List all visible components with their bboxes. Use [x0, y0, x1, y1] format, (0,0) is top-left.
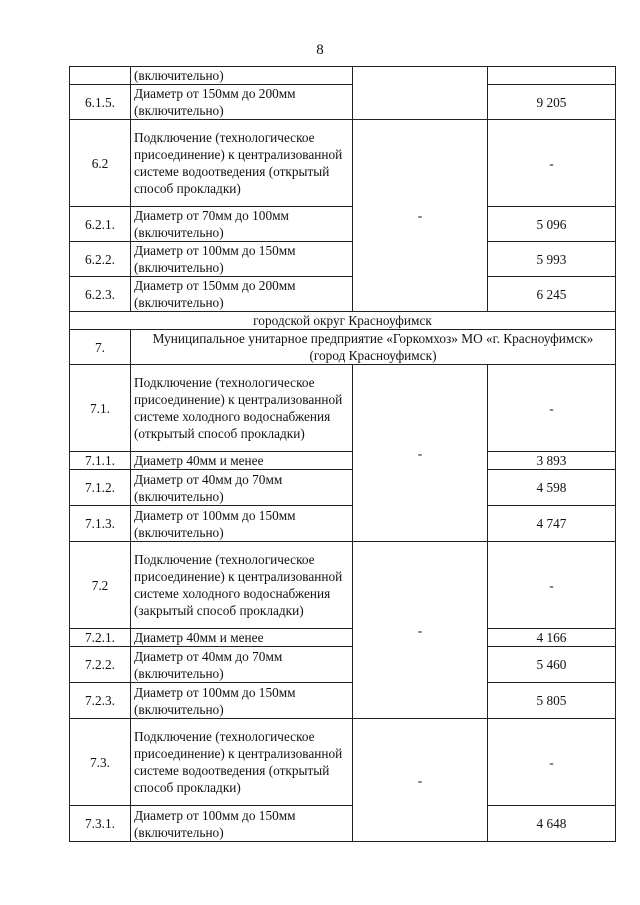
- table-row: [70, 647, 616, 683]
- row-price: 5 096: [488, 207, 616, 242]
- row-price: 4 648: [488, 806, 616, 842]
- row-note: [353, 67, 488, 120]
- row-price: -: [488, 365, 616, 452]
- table-row: [70, 470, 616, 506]
- section-row: [70, 312, 616, 330]
- table-row: [70, 85, 616, 120]
- row-number: 6.2: [70, 120, 131, 207]
- row-number: 7.2.3.: [70, 683, 131, 719]
- row-number: 7.3.: [70, 719, 131, 806]
- row-description: Диаметр от 40мм до 70мм (включительно): [131, 647, 353, 683]
- table-row: [70, 719, 616, 806]
- row-description: Диаметр от 70мм до 100мм (включительно): [131, 207, 353, 242]
- row-note: -: [353, 120, 488, 312]
- row-price: 5 805: [488, 683, 616, 719]
- table-row: [70, 506, 616, 542]
- table-row: [70, 242, 616, 277]
- row-note: -: [353, 365, 488, 542]
- row-description: Подключение (технологическое присоединение) к централизованной системе водоотведения (открытый способ прокладки): [131, 719, 353, 806]
- tariff-table: [69, 66, 616, 842]
- row-description: Подключение (технологическое присоединение) к централизованной системе холодного водоснабжения (закрытый способ прокладки): [131, 542, 353, 629]
- row-number: 6.2.2.: [70, 242, 131, 277]
- row-price: 3 893: [488, 452, 616, 470]
- row-number: 7.1.: [70, 365, 131, 452]
- row-number: 7.1.3.: [70, 506, 131, 542]
- row-number: 7.2.2.: [70, 647, 131, 683]
- row-number: 7.3.1.: [70, 806, 131, 842]
- row-number: 7.2.1.: [70, 629, 131, 647]
- row-note: -: [353, 542, 488, 719]
- table-row: [70, 207, 616, 242]
- row-price: -: [488, 120, 616, 207]
- row-price: 5 460: [488, 647, 616, 683]
- row-description: (включительно): [131, 67, 353, 85]
- row-description: Диаметр от 150мм до 200мм (включительно): [131, 277, 353, 312]
- row-price: 4 166: [488, 629, 616, 647]
- row-number: 7.1.2.: [70, 470, 131, 506]
- organization-name: Муниципальное унитарное предприятие «Горкомхоз» МО «г. Красноуфимск» (город Красноуфимск): [131, 330, 616, 365]
- row-price: 4 747: [488, 506, 616, 542]
- row-description: Диаметр от 100мм до 150мм (включительно): [131, 242, 353, 277]
- row-number: 7.: [70, 330, 131, 365]
- page-number: 8: [316, 42, 324, 58]
- row-price: -: [488, 542, 616, 629]
- row-number: 7.1.1.: [70, 452, 131, 470]
- row-description: Подключение (технологическое присоединение) к централизованной системе холодного водоснабжения (открытый способ прокладки): [131, 365, 353, 452]
- table-row: [70, 120, 616, 207]
- row-description: Диаметр от 150мм до 200мм (включительно): [131, 85, 353, 120]
- section-title: городской округ Красноуфимск: [70, 312, 616, 330]
- row-description: Диаметр от 40мм до 70мм (включительно): [131, 470, 353, 506]
- table-row: [70, 67, 616, 85]
- row-description: Диаметр от 100мм до 150мм (включительно): [131, 806, 353, 842]
- organization-row: [70, 330, 616, 365]
- row-price: -: [488, 719, 616, 806]
- row-number: 7.2: [70, 542, 131, 629]
- row-note: -: [353, 719, 488, 842]
- row-description: Диаметр 40мм и менее: [131, 629, 353, 647]
- table-row: [70, 277, 616, 312]
- table-row: [70, 806, 616, 842]
- row-price: 9 205: [488, 85, 616, 120]
- row-number: 6.2.1.: [70, 207, 131, 242]
- row-price: 5 993: [488, 242, 616, 277]
- row-number: [70, 67, 131, 85]
- table-row: [70, 542, 616, 629]
- row-number: 6.1.5.: [70, 85, 131, 120]
- table-row: [70, 629, 616, 647]
- table-row: [70, 365, 616, 452]
- table-row: [70, 683, 616, 719]
- row-description: Диаметр от 100мм до 150мм (включительно): [131, 683, 353, 719]
- row-price: [488, 67, 616, 85]
- row-price: 4 598: [488, 470, 616, 506]
- row-description: Подключение (технологическое присоединение) к централизованной системе водоотведения (открытый способ прокладки): [131, 120, 353, 207]
- row-number: 6.2.3.: [70, 277, 131, 312]
- row-price: 6 245: [488, 277, 616, 312]
- table-row: [70, 452, 616, 470]
- row-description: Диаметр 40мм и менее: [131, 452, 353, 470]
- row-description: Диаметр от 100мм до 150мм (включительно): [131, 506, 353, 542]
